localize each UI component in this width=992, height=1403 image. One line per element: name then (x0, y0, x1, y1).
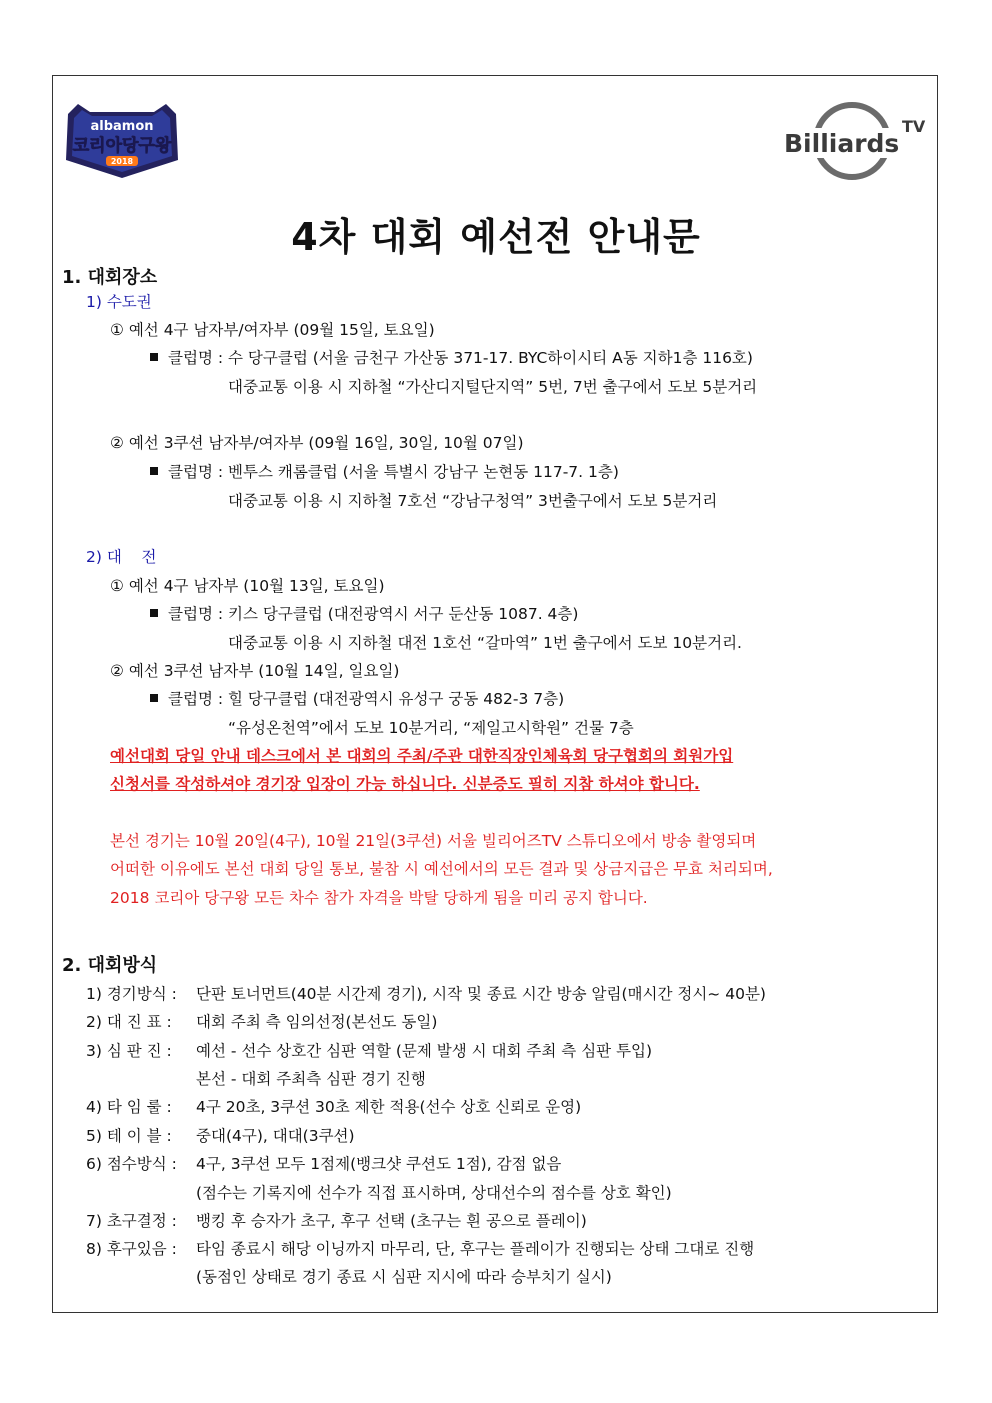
bullet-square-icon (150, 353, 158, 361)
rule-label: 8) 후구있음 : (86, 1240, 177, 1258)
rule-value: 뱅킹 후 승자가 초구, 후구 선택 (초구는 흰 공으로 플레이) (196, 1212, 587, 1230)
rule-label: 1) 경기방식 : (86, 985, 177, 1003)
daejeon-item2-transit: “유성온천역”에서 도보 10분거리, “제일고시학원” 건물 7층 (228, 719, 634, 737)
capital-item1-head: ① 예선 4구 남자부/여자부 (09월 15일, 토요일) (110, 321, 435, 339)
albamon-korea-billiards-logo (60, 100, 184, 180)
rule-label: 4) 타 임 룰 : (86, 1098, 172, 1116)
capital-item1-transit: 대중교통 이용 시 지하철 “가산디지털단지역” 5번, 7번 출구에서 도보 5분거리 (228, 378, 758, 396)
logo-tv-text: TV (902, 117, 926, 136)
registration-warning-line2: 신청서를 작성하셔야 경기장 입장이 가능 하십니다. 신분증도 필히 지참 하셔야 합니다. (110, 775, 700, 793)
daejeon-item2-head: ② 예선 3쿠션 남자부 (10월 14일, 일요일) (110, 662, 400, 680)
page-title: 4차 대회 예선전 안내문 (291, 215, 701, 259)
capital-item2-head: ② 예선 3쿠션 남자부/여자부 (09월 16일, 30일, 10월 07일) (110, 434, 524, 452)
rule-label: 3) 심 판 진 : (86, 1042, 172, 1060)
billiards-tv-logo (780, 98, 930, 184)
daejeon-item1-transit: 대중교통 이용 시 지하철 대전 1호선 “갈마역” 1번 출구에서 도보 10분거리. (228, 634, 742, 652)
finals-notice-line2: 어떠한 이유에도 본선 대회 당일 통보, 불참 시 예선에서의 모든 결과 및 상금지급은 무효 처리되며, (110, 860, 773, 878)
rule-value: 중대(4구), 대대(3쿠션) (196, 1127, 355, 1145)
rule-label: 7) 초구결정 : (86, 1212, 177, 1230)
rule-label: 5) 테 이 블 : (86, 1127, 172, 1145)
registration-warning-line1: 예선대회 당일 안내 데스크에서 본 대회의 주최/주관 대한직장인체육회 당구협회의 회원가입 (110, 747, 734, 765)
rule-value: 예선 - 선수 상호간 심판 역할 (문제 발생 시 대회 주최 측 심판 투입) (196, 1042, 653, 1060)
daejeon-item1-head: ① 예선 4구 남자부 (10월 13일, 토요일) (110, 577, 385, 595)
rule-value: 4구, 3쿠션 모두 1점제(뱅크샷 쿠션도 1점), 감점 없음 (196, 1155, 562, 1173)
capital-item2-club: 클럽명 : 벤투스 캐롬클럽 (서울 특별시 강남구 논현동 117-7. 1층) (150, 462, 619, 482)
finals-notice-line3: 2018 코리아 당구왕 모든 차수 참가 자격을 박탈 당하게 됨을 미리 공지 합니다. (110, 889, 648, 907)
finals-notice-line1: 본선 경기는 10월 20일(4구), 10월 21일(3쿠션) 서울 빌리어즈TV 스튜디오에서 방송 촬영되며 (110, 832, 757, 850)
capital-item1-club: 클럽명 : 수 당구클럽 (서울 금천구 가산동 371-17. BYC하이시티 A동 지하1층 116호) (150, 348, 753, 368)
region-capital-label: 1) 수도권 (86, 293, 152, 311)
logo-billiards-text: Billiards (784, 129, 900, 158)
bullet-square-icon (150, 694, 158, 702)
logo-year-text: 2018 (110, 157, 134, 166)
rule-value: 대회 주최 측 임의선정(본선도 동일) (196, 1013, 438, 1031)
section1-heading: 1. 대회장소 (62, 267, 158, 288)
rule-value: (점수는 기록지에 선수가 직접 표시하며, 상대선수의 점수를 상호 확인) (196, 1184, 672, 1202)
bullet-square-icon (150, 467, 158, 475)
section2-heading: 2. 대회방식 (62, 955, 158, 976)
logo-main-text: 코리아당구왕 (72, 136, 172, 156)
region-daejeon-label: 2) 대 전 (86, 548, 157, 566)
rule-label: 2) 대 진 표 : (86, 1013, 172, 1031)
daejeon-item1-club: 클럽명 : 키스 당구클럽 (대전광역시 서구 둔산동 1087. 4층) (150, 604, 578, 624)
rule-value: 4구 20초, 3쿠션 30초 제한 적용(선수 상호 신뢰로 운영) (196, 1098, 582, 1116)
daejeon-item2-club: 클럽명 : 힐 당구클럽 (대전광역시 유성구 궁동 482-3 7층) (150, 689, 564, 709)
rule-value: 본선 - 대회 주최측 심판 경기 진행 (196, 1070, 426, 1088)
logo-albamon-text: albamon (90, 119, 154, 134)
rule-label: 6) 점수방식 : (86, 1155, 177, 1173)
rule-value: (동점인 상태로 경기 종료 시 심판 지시에 따라 승부치기 실시) (196, 1268, 612, 1286)
bullet-square-icon (150, 609, 158, 617)
rule-value: 단판 토너먼트(40분 시간제 경기), 시작 및 종료 시간 방송 알림(매시간 정시~ 40분) (196, 985, 766, 1003)
rule-value: 타임 종료시 해당 이닝까지 마무리, 단, 후구는 플레이가 진행되는 상태 그대로 진행 (196, 1240, 755, 1258)
capital-item2-transit: 대중교통 이용 시 지하철 7호선 “강남구청역” 3번출구에서 도보 5분거리 (228, 492, 718, 510)
